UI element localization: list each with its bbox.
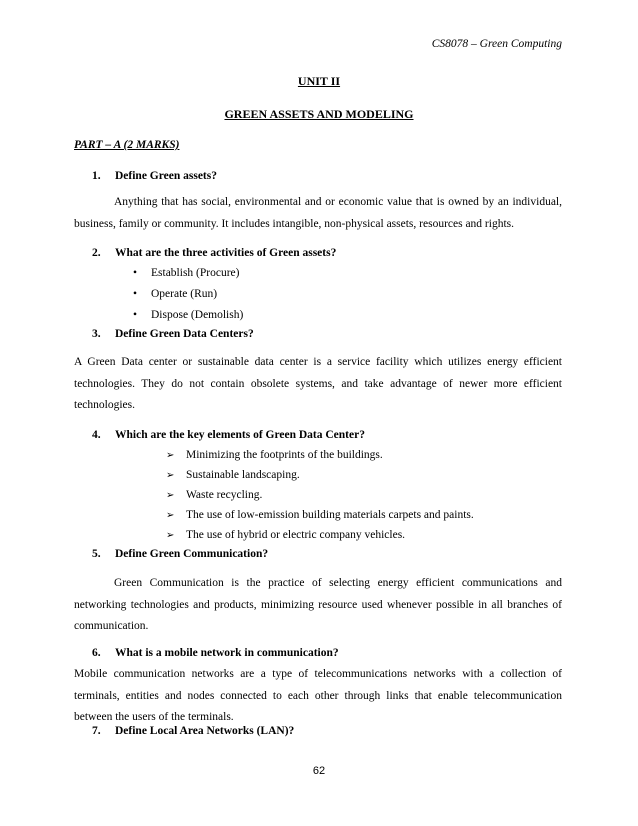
- question-number: 4.: [92, 429, 101, 441]
- bullet-icon: •: [133, 288, 138, 300]
- question-3: [92, 328, 254, 340]
- question-4: [92, 429, 365, 441]
- part-heading: PART – A (2 MARKS): [74, 139, 180, 151]
- question-number: 7.: [92, 725, 101, 737]
- unit-heading: UNIT II: [297, 74, 341, 88]
- question-1: [92, 170, 217, 182]
- answer-3: A Green Data center or sustainable data center is a service facility which utilizes energy efficient technologies. They do not contain obsolete systems, and take advantage of newer more efficient technologies.: [74, 356, 562, 411]
- arrow-bullet-icon: ➢: [166, 510, 175, 521]
- question-number: 6.: [92, 647, 101, 659]
- question-number: 2.: [92, 247, 101, 259]
- page-title: GREEN ASSETS AND MODELING: [224, 107, 414, 121]
- question-number: 5.: [92, 548, 101, 560]
- list-item: • Dispose (Demolish): [133, 309, 244, 321]
- question-5: [92, 548, 268, 560]
- arrow-bullet-icon: ➢: [166, 530, 175, 541]
- list-item: • Operate (Run): [133, 288, 218, 300]
- question-text: Define Local Area Networks (LAN)?: [115, 725, 295, 737]
- answer-1: Anything that has social, environmental and or economic value that is owned by an individual, business, family or community. It includes intangible, non-physical assets, resources and rights.: [74, 196, 562, 230]
- bullet-icon: •: [133, 267, 138, 279]
- question-text: Define Green Communication?: [115, 548, 269, 560]
- question-6: [92, 647, 339, 659]
- question-text: What is a mobile network in communication?: [115, 647, 339, 659]
- answer-5: Green Communication is the practice of selecting energy efficient communications and networking technologies and products, minimizing resource used whenever possible in all branches of communication.: [74, 577, 562, 632]
- page-number: 62: [312, 765, 326, 777]
- answer-6: Mobile communication networks are a type of telecommunications networks with a collection of terminals, entities and nodes connected to each other through links that enable telecommunication between the users of the terminals.: [74, 668, 562, 723]
- list-item: ➢ The use of low-emission building materials carpets and paints.: [166, 509, 474, 521]
- arrow-bullet-icon: ➢: [166, 490, 175, 501]
- question-text: Define Green assets?: [115, 170, 217, 182]
- question-number: 3.: [92, 328, 101, 340]
- question-7: [92, 725, 294, 737]
- arrow-bullet-icon: ➢: [166, 470, 175, 481]
- list-item: ➢ Waste recycling.: [166, 489, 263, 501]
- bullet-icon: •: [133, 309, 138, 321]
- running-header: CS8078 – Green Computing: [431, 38, 562, 50]
- question-text: Which are the key elements of Green Data Center?: [115, 429, 365, 441]
- question-2: [92, 247, 336, 259]
- list-item: ➢ Sustainable landscaping.: [166, 469, 300, 481]
- question-number: 1.: [92, 170, 101, 182]
- question-text: What are the three activities of Green assets?: [115, 247, 337, 259]
- list-item: ➢ Minimizing the footprints of the buildings.: [166, 449, 383, 461]
- list-item: ➢ The use of hybrid or electric company vehicles.: [166, 529, 406, 541]
- arrow-bullet-icon: ➢: [166, 450, 175, 461]
- list-item: • Establish (Procure): [133, 267, 240, 279]
- question-text: Define Green Data Centers?: [115, 328, 254, 340]
